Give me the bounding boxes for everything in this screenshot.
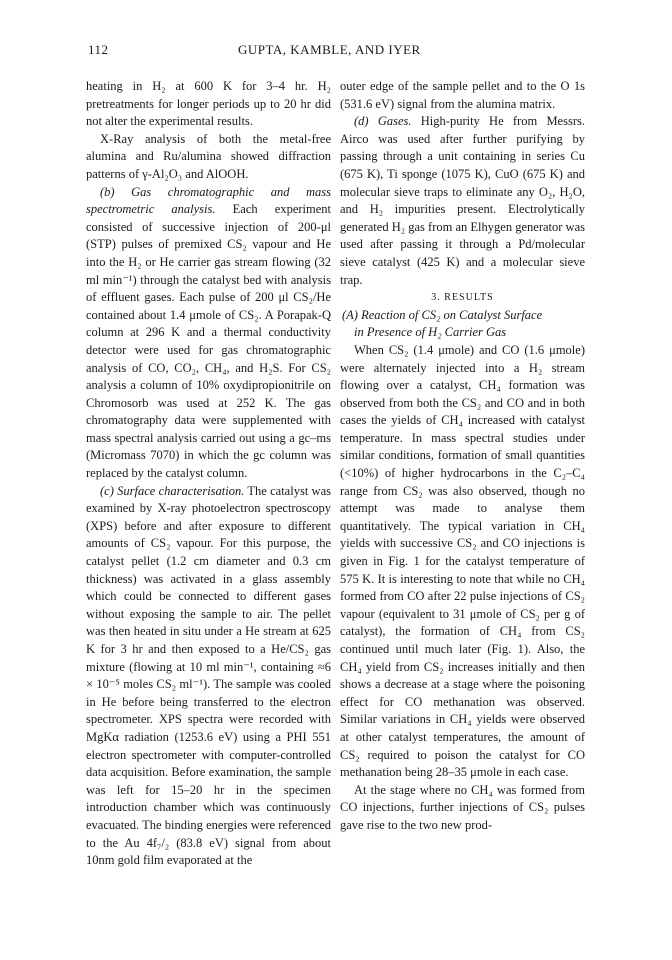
paragraph: outer edge of the sample pellet and to the O 1s (531.6 eV) signal from the alumina matrix. [340,79,585,111]
paragraph: When CS₂ (1.4 μmole) and CO (1.6 μmole) were alternately injected into a H₂ stream flowing over a catalyst, CH₄ formation was observed from both the CS₂ and CO and in both cases the yields of CH₄ increased with catalyst temperature. In mass spectral studies under similar conditions, formation of small quantities (<10%) of higher hydrocarbons in the C₂–C₄ range from CS₂ was also observed, though no attempt was made to analyse them quantitatively. The typical variation in CH₄ yields with successive CS₂ and CO injections is given in Fig. 1 for the catalyst temperature of 575 K. It is interesting to note that while no CH₄ formed from CO after 22 pulse injections of CS₂ vapour (equivalent to 31 μmole of CS₂ per g of catalyst), the formation of CH₄ from CS₂ continued until much later (Fig. 1). Also, the CH₄ yield from CS₂ increases initially and then shows a decrease at a stage where the poisoning effect for CO methanation was observed. Similar variations in CH₄ yields were observed at other catalyst temperatures, the amount of CS₂ required to poison the catalyst for CO methanation being 28–35 μmole in each case. [340,342,585,780]
paragraph: heating in H₂ at 600 K for 3–4 hr. H₂ pretreatments for longer periods up to 20 hr did not alter the experimental results. [86,79,331,129]
paragraph-text: Each experiment consisted of successive injection of 200-μl (STP) pulses of premixed CS₂ vapour and He into the H₂ or He carrier gas stream flowing (32 ml min⁻¹) through the catalyst bed with analysis of effluent gases. Each pulse of 200 μl CS₂/He contained about 1.4 μmole of CS₂. A Porapak-Q column at 296 K and a thermal conductivity detector were used for gas chromatographic analysis of CO, CO₂, CH₄, and H₂S. For CS₂ analysis a column of 10% oxydipropionitrile on Chromosorb was used at 252 K. The gas chromatography data were supplemented with mass spectral analysis carried out using a gc–ms (Micromass 7070) in which the gc column was replaced by the catalyst column. [86,202,331,481]
section-heading: 3. RESULTS [431,292,494,304]
paragraph [340,113,585,289]
paragraph [86,483,331,870]
page-number: 112 [88,42,109,57]
page-header [88,42,608,62]
paragraph: At the stage where no CH₄ was formed from CO injections, further injections of CS₂ pulses gave rise to the two new prod- [340,782,585,832]
paragraph [86,184,331,483]
running-head: GUPTA, KAMBLE, AND IYER [238,42,421,57]
paragraph: X-Ray analysis of both the metal-free alumina and Ru/alumina showed diffraction patterns of γ-Al₂O₃ and AlOOH. [86,131,331,181]
right-column [340,78,585,835]
run-in-heading: (d) Gases. [354,114,412,129]
subsection-heading-line: (A) Reaction of CS₂ on Catalyst Surface [342,307,543,322]
left-column [86,78,331,870]
paragraph-text: High-purity He from Messrs. Airco was used after further purifying by passing through a unit containing in series Cu (675 K), Ti sponge (1075 K), CuO (675 K) and molecular sieve traps to eliminate any O₂, H₂O, and H₂ impurities present. Electrolytically generated H₂ gas from an Elhygen generator was used after passing it through a Pd/molecular sieve catalyst (425 K) and a molecular sieve trap. [340,114,585,287]
subsection-heading-line: in Presence of H₂ Carrier Gas [354,325,507,340]
paragraph-text: The catalyst was examined by X-ray photoelectron spectroscopy (XPS) before and after exposure to different amounts of CS₂ vapour. For this purpose, the catalyst pellet (1.2 cm diameter and 0.3 cm thickness) was activated in a glass assembly which could be connected to different gases without exposing the sample to air. The pellet was then heated in situ under a He stream at 625 K for 3 hr and then exposed to a He/CS₂ gas mixture (flowing at 10 ml min⁻¹, containing ≈6 × 10⁻⁵ moles CS₂ ml⁻¹). The sample was cooled in He before being transferred to the electron spectrometer. XPS spectra were recorded with MgKα radiation (1253.6 eV) using a PHI 551 electron spectrometer with computer-controlled data acquisition. Before examination, the sample was left for 15–20 hr in the specimen introduction chamber which was continuously evacuated. The binding energies were referenced to the Au 4f₇/₂ (83.8 eV) signal from about 10nm gold film evaporated at the [86,483,331,868]
subsection-heading [340,307,585,342]
run-in-heading: (b) Gas chromatographic and mass spectrometric analysis. [86,184,331,217]
run-in-heading: (c) Surface characterisation. [100,483,245,498]
